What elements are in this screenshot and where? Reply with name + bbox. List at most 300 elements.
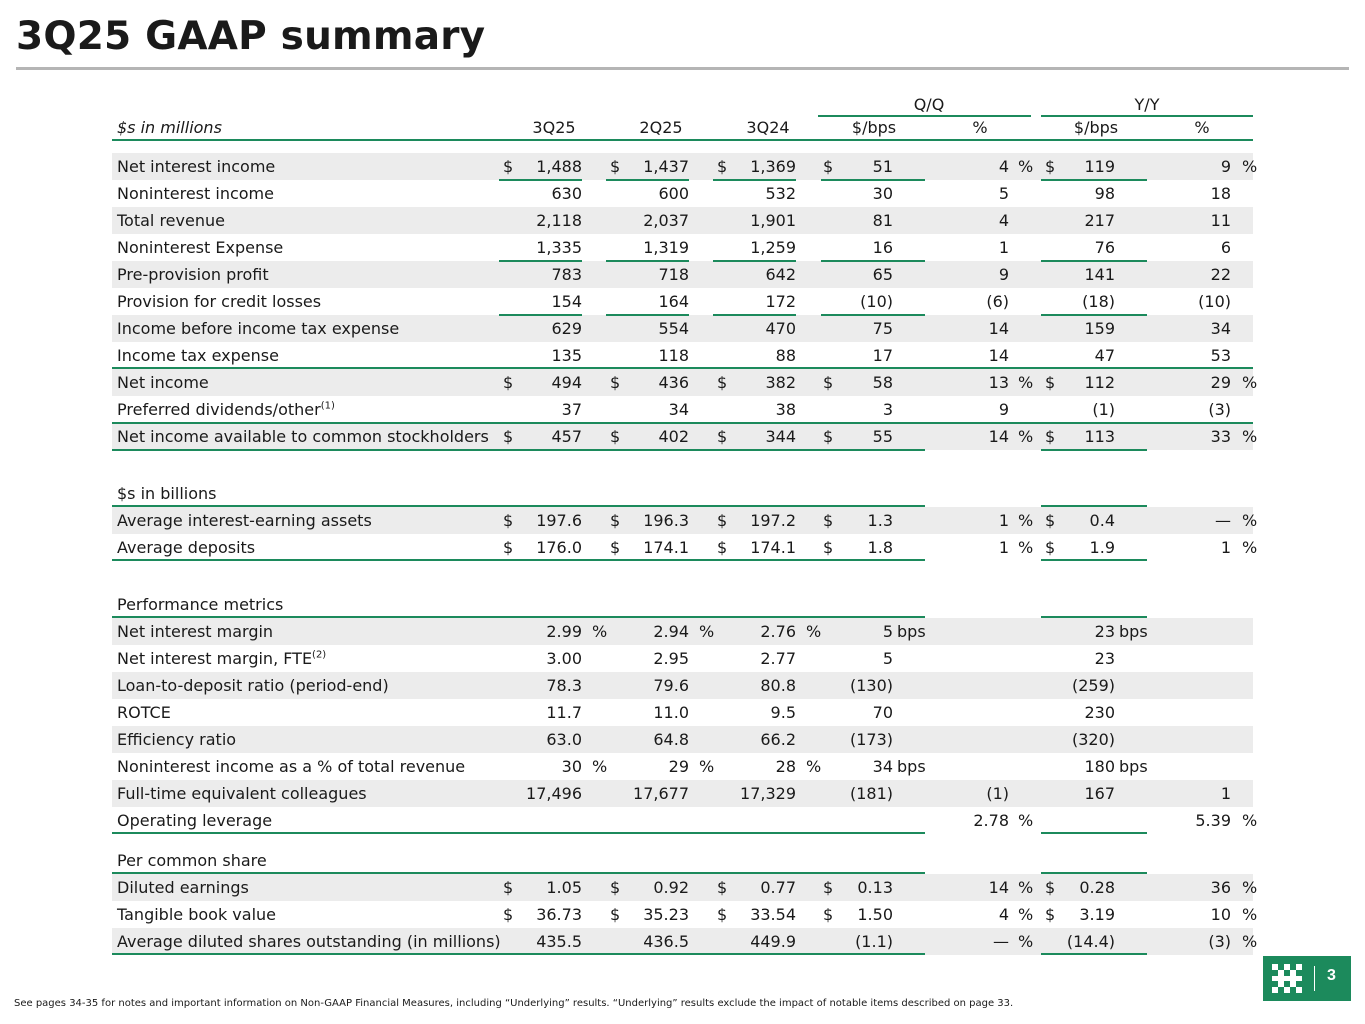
row-label: Net interest income: [117, 157, 276, 176]
value-3q24: 9.5: [770, 703, 796, 722]
value-qq-pct: (6): [986, 292, 1009, 311]
value-yy-pct: (3): [1208, 932, 1231, 951]
value-3q25: 176.0: [536, 538, 582, 557]
value-qq-change: 58: [872, 373, 893, 392]
row-rule: [1041, 872, 1147, 874]
pct-sign: %: [1018, 157, 1034, 176]
row-label: Net income: [117, 373, 209, 392]
row-label: Full-time equivalent colleagues: [117, 784, 367, 803]
pct-sign: %: [1242, 427, 1258, 446]
row-label: Noninterest Expense: [117, 238, 284, 257]
value-yy-change: (18): [1082, 292, 1115, 311]
pct-sign: %: [1018, 538, 1034, 557]
value-qq-change: 55: [872, 427, 893, 446]
logo-icon: [1272, 964, 1302, 993]
header-qq-pct: %: [972, 118, 988, 137]
value-qq-pct: 4: [998, 211, 1009, 230]
value-qq-pct: 13: [988, 373, 1009, 392]
value-qq-change: 65: [872, 265, 893, 284]
table-row: [112, 874, 1258, 901]
dollar-sign: $: [823, 511, 834, 530]
dollar-sign: $: [823, 157, 834, 176]
value-3q25: 457: [551, 427, 582, 446]
value-qq-pct: 1: [998, 238, 1009, 257]
row-rule: [1041, 953, 1147, 955]
value-yy-change: 112: [1084, 373, 1115, 392]
row-rule: [112, 559, 925, 561]
value-qq-pct: 14: [988, 427, 1009, 446]
dollar-sign: $: [1045, 905, 1056, 924]
value-yy-pct: 11: [1210, 211, 1231, 230]
pct-sign: %: [1018, 427, 1034, 446]
dollar-sign: $: [717, 157, 728, 176]
unit-qq: bps: [897, 757, 926, 776]
unit-3q25: %: [592, 622, 608, 641]
table-row: [112, 423, 1258, 450]
value-yy-pct: 22: [1210, 265, 1231, 284]
table-row: [112, 315, 1253, 342]
row-rule: [821, 260, 925, 262]
value-3q24: 1,369: [750, 157, 796, 176]
value-3q25: 11.7: [546, 703, 582, 722]
value-qq-change: 17: [872, 346, 893, 365]
dollar-sign: $: [610, 157, 621, 176]
dollar-sign: $: [1045, 511, 1056, 530]
pct-sign: %: [1242, 373, 1258, 392]
row-label: Operating leverage: [117, 811, 273, 830]
value-3q24: 449.9: [750, 932, 796, 951]
header-qq-dollar: $/bps: [851, 118, 897, 137]
value-2q25: 600: [658, 184, 689, 203]
header-yy: Y/Y: [1134, 95, 1160, 114]
dollar-sign: $: [823, 427, 834, 446]
dollar-sign: $: [823, 373, 834, 392]
value-qq-change: 1.50: [857, 905, 893, 924]
table-row: [112, 342, 1253, 369]
value-qq-pct: 2.78: [973, 811, 1009, 830]
table-row: [112, 726, 1253, 753]
value-2q25: 2.94: [653, 622, 689, 641]
page-number: 3: [1327, 967, 1336, 984]
row-rule: [499, 314, 582, 316]
row-label: Provision for credit losses: [117, 292, 322, 311]
value-3q24: 1,259: [750, 238, 796, 257]
table-row: [112, 507, 1258, 534]
row-rule: [1041, 179, 1147, 181]
pct-sign: %: [1242, 811, 1258, 830]
value-3q24: 80.8: [760, 676, 796, 695]
dollar-sign: $: [610, 905, 621, 924]
header-2q25: 2Q25: [639, 118, 683, 137]
dollar-sign: $: [1045, 878, 1056, 897]
value-yy-pct: 1: [1220, 538, 1231, 557]
unit-2q25: %: [699, 622, 715, 641]
value-yy-change: 119: [1084, 157, 1115, 176]
pct-sign: %: [1018, 811, 1034, 830]
value-yy-pct: 10: [1210, 905, 1231, 924]
row-rule: [112, 422, 1253, 424]
table-row: [112, 396, 1253, 423]
unit-2q25: %: [699, 757, 715, 776]
value-qq-change: 51: [872, 157, 893, 176]
value-yy-pct: 34: [1210, 319, 1231, 338]
row-rule: [112, 953, 925, 955]
value-3q25: 630: [551, 184, 582, 203]
header-rule: [112, 139, 1253, 141]
value-yy-change: 167: [1084, 784, 1115, 803]
value-yy-pct: 33: [1210, 427, 1231, 446]
row-rule: [1041, 449, 1147, 451]
value-2q25: 64.8: [653, 730, 689, 749]
value-2q25: 436: [658, 373, 689, 392]
pct-sign: %: [1242, 878, 1258, 897]
dollar-sign: $: [1045, 373, 1056, 392]
dollar-sign: $: [610, 427, 621, 446]
footnote-ref: (1): [320, 400, 335, 412]
header-unit-label: $s in millions: [117, 118, 222, 137]
value-qq-change: 70: [872, 703, 893, 722]
pct-sign: %: [1018, 373, 1034, 392]
value-yy-pct: 6: [1220, 238, 1231, 257]
value-qq-change: (181): [849, 784, 893, 803]
row-rule: [112, 616, 925, 618]
page-title: 3Q25 GAAP summary: [16, 14, 486, 59]
value-yy-change: 159: [1084, 319, 1115, 338]
value-qq-pct: 1: [998, 511, 1009, 530]
dollar-sign: $: [503, 538, 514, 557]
pct-sign: %: [1242, 905, 1258, 924]
table-row: [112, 780, 1253, 807]
value-3q24: 532: [765, 184, 796, 203]
value-3q25: 36.73: [536, 905, 582, 924]
value-yy-change: (1): [1092, 400, 1115, 419]
dollar-sign: $: [503, 878, 514, 897]
value-3q25: 435.5: [536, 932, 582, 951]
row-label: Income before income tax expense: [117, 319, 400, 338]
row-rule: [1041, 616, 1147, 618]
value-yy-pct: —: [1215, 511, 1231, 530]
value-qq-change: 16: [872, 238, 893, 257]
value-3q24: 470: [765, 319, 796, 338]
unit-yy: bps: [1119, 757, 1148, 776]
brand-logo: [1263, 956, 1351, 1001]
value-2q25: 118: [658, 346, 689, 365]
row-label: $s in billions: [117, 484, 217, 503]
value-qq-change: 75: [872, 319, 893, 338]
value-2q25: 79.6: [653, 676, 689, 695]
row-rule: [112, 505, 925, 507]
unit-3q24: %: [806, 757, 822, 776]
row-rule: [112, 367, 1253, 369]
value-2q25: 164: [658, 292, 689, 311]
row-label: Average deposits: [117, 538, 256, 557]
table-row: [112, 234, 1253, 261]
row-rule: [713, 314, 796, 316]
pct-sign: %: [1242, 511, 1258, 530]
value-2q25: 29: [668, 757, 689, 776]
value-3q25: 3.00: [546, 649, 582, 668]
value-3q24: 382: [765, 373, 796, 392]
dollar-sign: $: [717, 511, 728, 530]
row-rule: [821, 314, 925, 316]
row-rule: [1041, 314, 1147, 316]
value-3q25: 783: [551, 265, 582, 284]
value-qq-pct: 9: [998, 265, 1009, 284]
unit-yy: bps: [1119, 622, 1148, 641]
header-3q24: 3Q24: [746, 118, 790, 137]
dollar-sign: $: [717, 538, 728, 557]
table-row: [112, 618, 1253, 645]
row-rule: [499, 260, 582, 262]
value-yy-change: 113: [1084, 427, 1115, 446]
table-row: [112, 645, 1253, 672]
table-row: [112, 180, 1253, 207]
value-3q25: 2.99: [546, 622, 582, 641]
row-label: Preferred dividends/other$^{(1)}$: [117, 400, 335, 419]
row-label: Net interest margin: [117, 622, 274, 641]
value-3q24: 0.77: [760, 878, 796, 897]
value-yy-change: 23: [1094, 622, 1115, 641]
value-qq-change: 34: [872, 757, 893, 776]
value-3q25: 2,118: [536, 211, 582, 230]
value-qq-pct: 4: [998, 157, 1009, 176]
value-3q24: 174.1: [750, 538, 796, 557]
value-3q25: 1.05: [546, 878, 582, 897]
dollar-sign: $: [823, 878, 834, 897]
value-yy-pct: 1: [1220, 784, 1231, 803]
row-label: Net income available to common stockholders: [117, 427, 489, 446]
value-yy-change: (320): [1071, 730, 1115, 749]
dollar-sign: $: [823, 538, 834, 557]
row-rule: [112, 872, 925, 874]
value-3q25: 197.6: [536, 511, 582, 530]
row-label: Per common share: [117, 851, 267, 870]
value-yy-change: (259): [1071, 676, 1115, 695]
row-rule: [112, 832, 925, 834]
value-3q24: 33.54: [750, 905, 796, 924]
value-3q24: 344: [765, 427, 796, 446]
dollar-sign: $: [717, 427, 728, 446]
dollar-sign: $: [610, 538, 621, 557]
value-yy-change: 0.4: [1089, 511, 1115, 530]
footnote-ref: (2): [312, 649, 327, 661]
value-yy-pct: 18: [1210, 184, 1231, 203]
table-row: [112, 699, 1253, 726]
table-row: [112, 288, 1253, 315]
value-qq-change: 1.3: [867, 511, 893, 530]
value-3q25: 17,496: [526, 784, 582, 803]
dollar-sign: $: [503, 905, 514, 924]
value-3q25: 1,335: [536, 238, 582, 257]
value-yy-change: 230: [1084, 703, 1115, 722]
table-row: [112, 534, 1258, 561]
pct-sign: %: [1018, 932, 1034, 951]
header-3q25: 3Q25: [532, 118, 576, 137]
value-3q24: 2.76: [760, 622, 796, 641]
row-label: Pre-provision profit: [117, 265, 269, 284]
value-qq-change: (10): [860, 292, 893, 311]
unit-3q25: %: [592, 757, 608, 776]
row-rule: [606, 314, 689, 316]
table-row: [112, 207, 1253, 234]
table-row: [112, 847, 1253, 874]
value-qq-pct: 4: [998, 905, 1009, 924]
row-rule: [606, 179, 689, 181]
value-yy-change: 1.9: [1089, 538, 1115, 557]
row-rule: [1041, 832, 1147, 834]
table-row: [112, 591, 1253, 618]
row-label: Average diluted shares outstanding (in millions): [117, 932, 501, 951]
value-qq-pct: (1): [986, 784, 1009, 803]
row-rule: [1041, 505, 1147, 507]
value-2q25: 554: [658, 319, 689, 338]
value-yy-pct: 5.39: [1195, 811, 1231, 830]
value-3q25: 37: [561, 400, 582, 419]
logo-separator: [1314, 966, 1315, 991]
value-2q25: 1,319: [643, 238, 689, 257]
value-2q25: 0.92: [653, 878, 689, 897]
pct-sign: %: [1018, 905, 1034, 924]
row-label: Total revenue: [117, 211, 225, 230]
value-qq-change: 1.8: [867, 538, 893, 557]
row-label: Noninterest income: [117, 184, 274, 203]
value-qq-pct: 1: [998, 538, 1009, 557]
table-row: [112, 480, 1253, 507]
value-yy-change: (14.4): [1066, 932, 1115, 951]
value-qq-change: 5: [882, 649, 893, 668]
value-2q25: 2,037: [643, 211, 689, 230]
value-3q24: 642: [765, 265, 796, 284]
row-rule: [713, 179, 796, 181]
value-3q25: 63.0: [546, 730, 582, 749]
dollar-sign: $: [610, 878, 621, 897]
row-rule: [713, 260, 796, 262]
value-yy-change: 0.28: [1079, 878, 1115, 897]
pct-sign: %: [1242, 538, 1258, 557]
row-label: Tangible book value: [117, 905, 276, 924]
row-rule: [821, 179, 925, 181]
pct-sign: %: [1018, 511, 1034, 530]
value-2q25: 718: [658, 265, 689, 284]
value-3q25: 78.3: [546, 676, 582, 695]
value-qq-pct: 5: [998, 184, 1009, 203]
value-qq-pct: 14: [988, 319, 1009, 338]
table-row: [112, 901, 1258, 928]
row-label: Efficiency ratio: [117, 730, 237, 749]
dollar-sign: $: [503, 427, 514, 446]
header-qq-rule: [818, 115, 1031, 117]
value-qq-pct: 9: [998, 400, 1009, 419]
row-label: Noninterest income as a % of total revenue: [117, 757, 466, 776]
value-yy-change: 76: [1094, 238, 1115, 257]
footnote: See pages 34-35 for notes and important information on Non-GAAP Financial Measures, including “Underlying” results. “Underlying” results exclude the impact of notable items described on page 33.: [14, 998, 1014, 1009]
dollar-sign: $: [1045, 538, 1056, 557]
dollar-sign: $: [1045, 427, 1056, 446]
value-qq-change: (173): [849, 730, 893, 749]
row-rule: [112, 449, 925, 451]
table-row: [112, 807, 1258, 834]
value-yy-pct: 36: [1210, 878, 1231, 897]
value-2q25: 11.0: [653, 703, 689, 722]
value-yy-change: 98: [1094, 184, 1115, 203]
value-2q25: 174.1: [643, 538, 689, 557]
table-row: [112, 753, 1253, 780]
unit-3q24: %: [806, 622, 822, 641]
value-3q24: 1,901: [750, 211, 796, 230]
header-yy-pct: %: [1194, 118, 1210, 137]
value-2q25: 17,677: [633, 784, 689, 803]
value-yy-change: 47: [1094, 346, 1115, 365]
dollar-sign: $: [610, 373, 621, 392]
dollar-sign: $: [717, 878, 728, 897]
value-qq-change: (130): [849, 676, 893, 695]
value-3q25: 30: [561, 757, 582, 776]
value-3q24: 172: [765, 292, 796, 311]
value-3q24: 66.2: [760, 730, 796, 749]
pct-sign: %: [1242, 932, 1258, 951]
table-row: [112, 928, 1258, 955]
value-yy-pct: 9: [1220, 157, 1231, 176]
value-yy-change: 141: [1084, 265, 1115, 284]
value-yy-pct: (10): [1198, 292, 1231, 311]
value-qq-pct: 14: [988, 346, 1009, 365]
dollar-sign: $: [717, 905, 728, 924]
dollar-sign: $: [1045, 157, 1056, 176]
row-label: Net interest margin, FTE$^{(2)}$: [117, 649, 327, 668]
dollar-sign: $: [610, 511, 621, 530]
value-3q25: 135: [551, 346, 582, 365]
value-yy-change: 23: [1094, 649, 1115, 668]
value-qq-pct: 14: [988, 878, 1009, 897]
row-label: ROTCE: [117, 703, 171, 722]
value-3q24: 17,329: [740, 784, 796, 803]
dollar-sign: $: [503, 373, 514, 392]
value-3q25: 154: [551, 292, 582, 311]
row-rule: [1041, 260, 1147, 262]
row-rule: [1041, 559, 1147, 561]
value-yy-change: 217: [1084, 211, 1115, 230]
value-3q24: 197.2: [750, 511, 796, 530]
value-2q25: 436.5: [643, 932, 689, 951]
value-3q24: 28: [775, 757, 796, 776]
value-qq-change: 81: [872, 211, 893, 230]
unit-qq: bps: [897, 622, 926, 641]
value-2q25: 196.3: [643, 511, 689, 530]
value-2q25: 402: [658, 427, 689, 446]
value-2q25: 35.23: [643, 905, 689, 924]
value-yy-pct: 29: [1210, 373, 1231, 392]
row-label: Average interest-earning assets: [117, 511, 372, 530]
value-qq-change: 0.13: [857, 878, 893, 897]
row-label: Performance metrics: [117, 595, 284, 614]
value-qq-pct: —: [993, 932, 1009, 951]
value-2q25: 1,437: [643, 157, 689, 176]
value-qq-change: 5: [882, 622, 893, 641]
row-label: Diluted earnings: [117, 878, 249, 897]
pct-sign: %: [1242, 157, 1258, 176]
value-2q25: 34: [668, 400, 689, 419]
value-3q25: 629: [551, 319, 582, 338]
value-yy-pct: (3): [1208, 400, 1231, 419]
value-3q24: 2.77: [760, 649, 796, 668]
value-3q24: 38: [775, 400, 796, 419]
value-yy-change: 180: [1084, 757, 1115, 776]
value-qq-change: (1.1): [855, 932, 893, 951]
table-row: [112, 672, 1253, 699]
value-qq-change: 3: [882, 400, 893, 419]
value-qq-change: 30: [872, 184, 893, 203]
title-divider: [16, 67, 1349, 70]
